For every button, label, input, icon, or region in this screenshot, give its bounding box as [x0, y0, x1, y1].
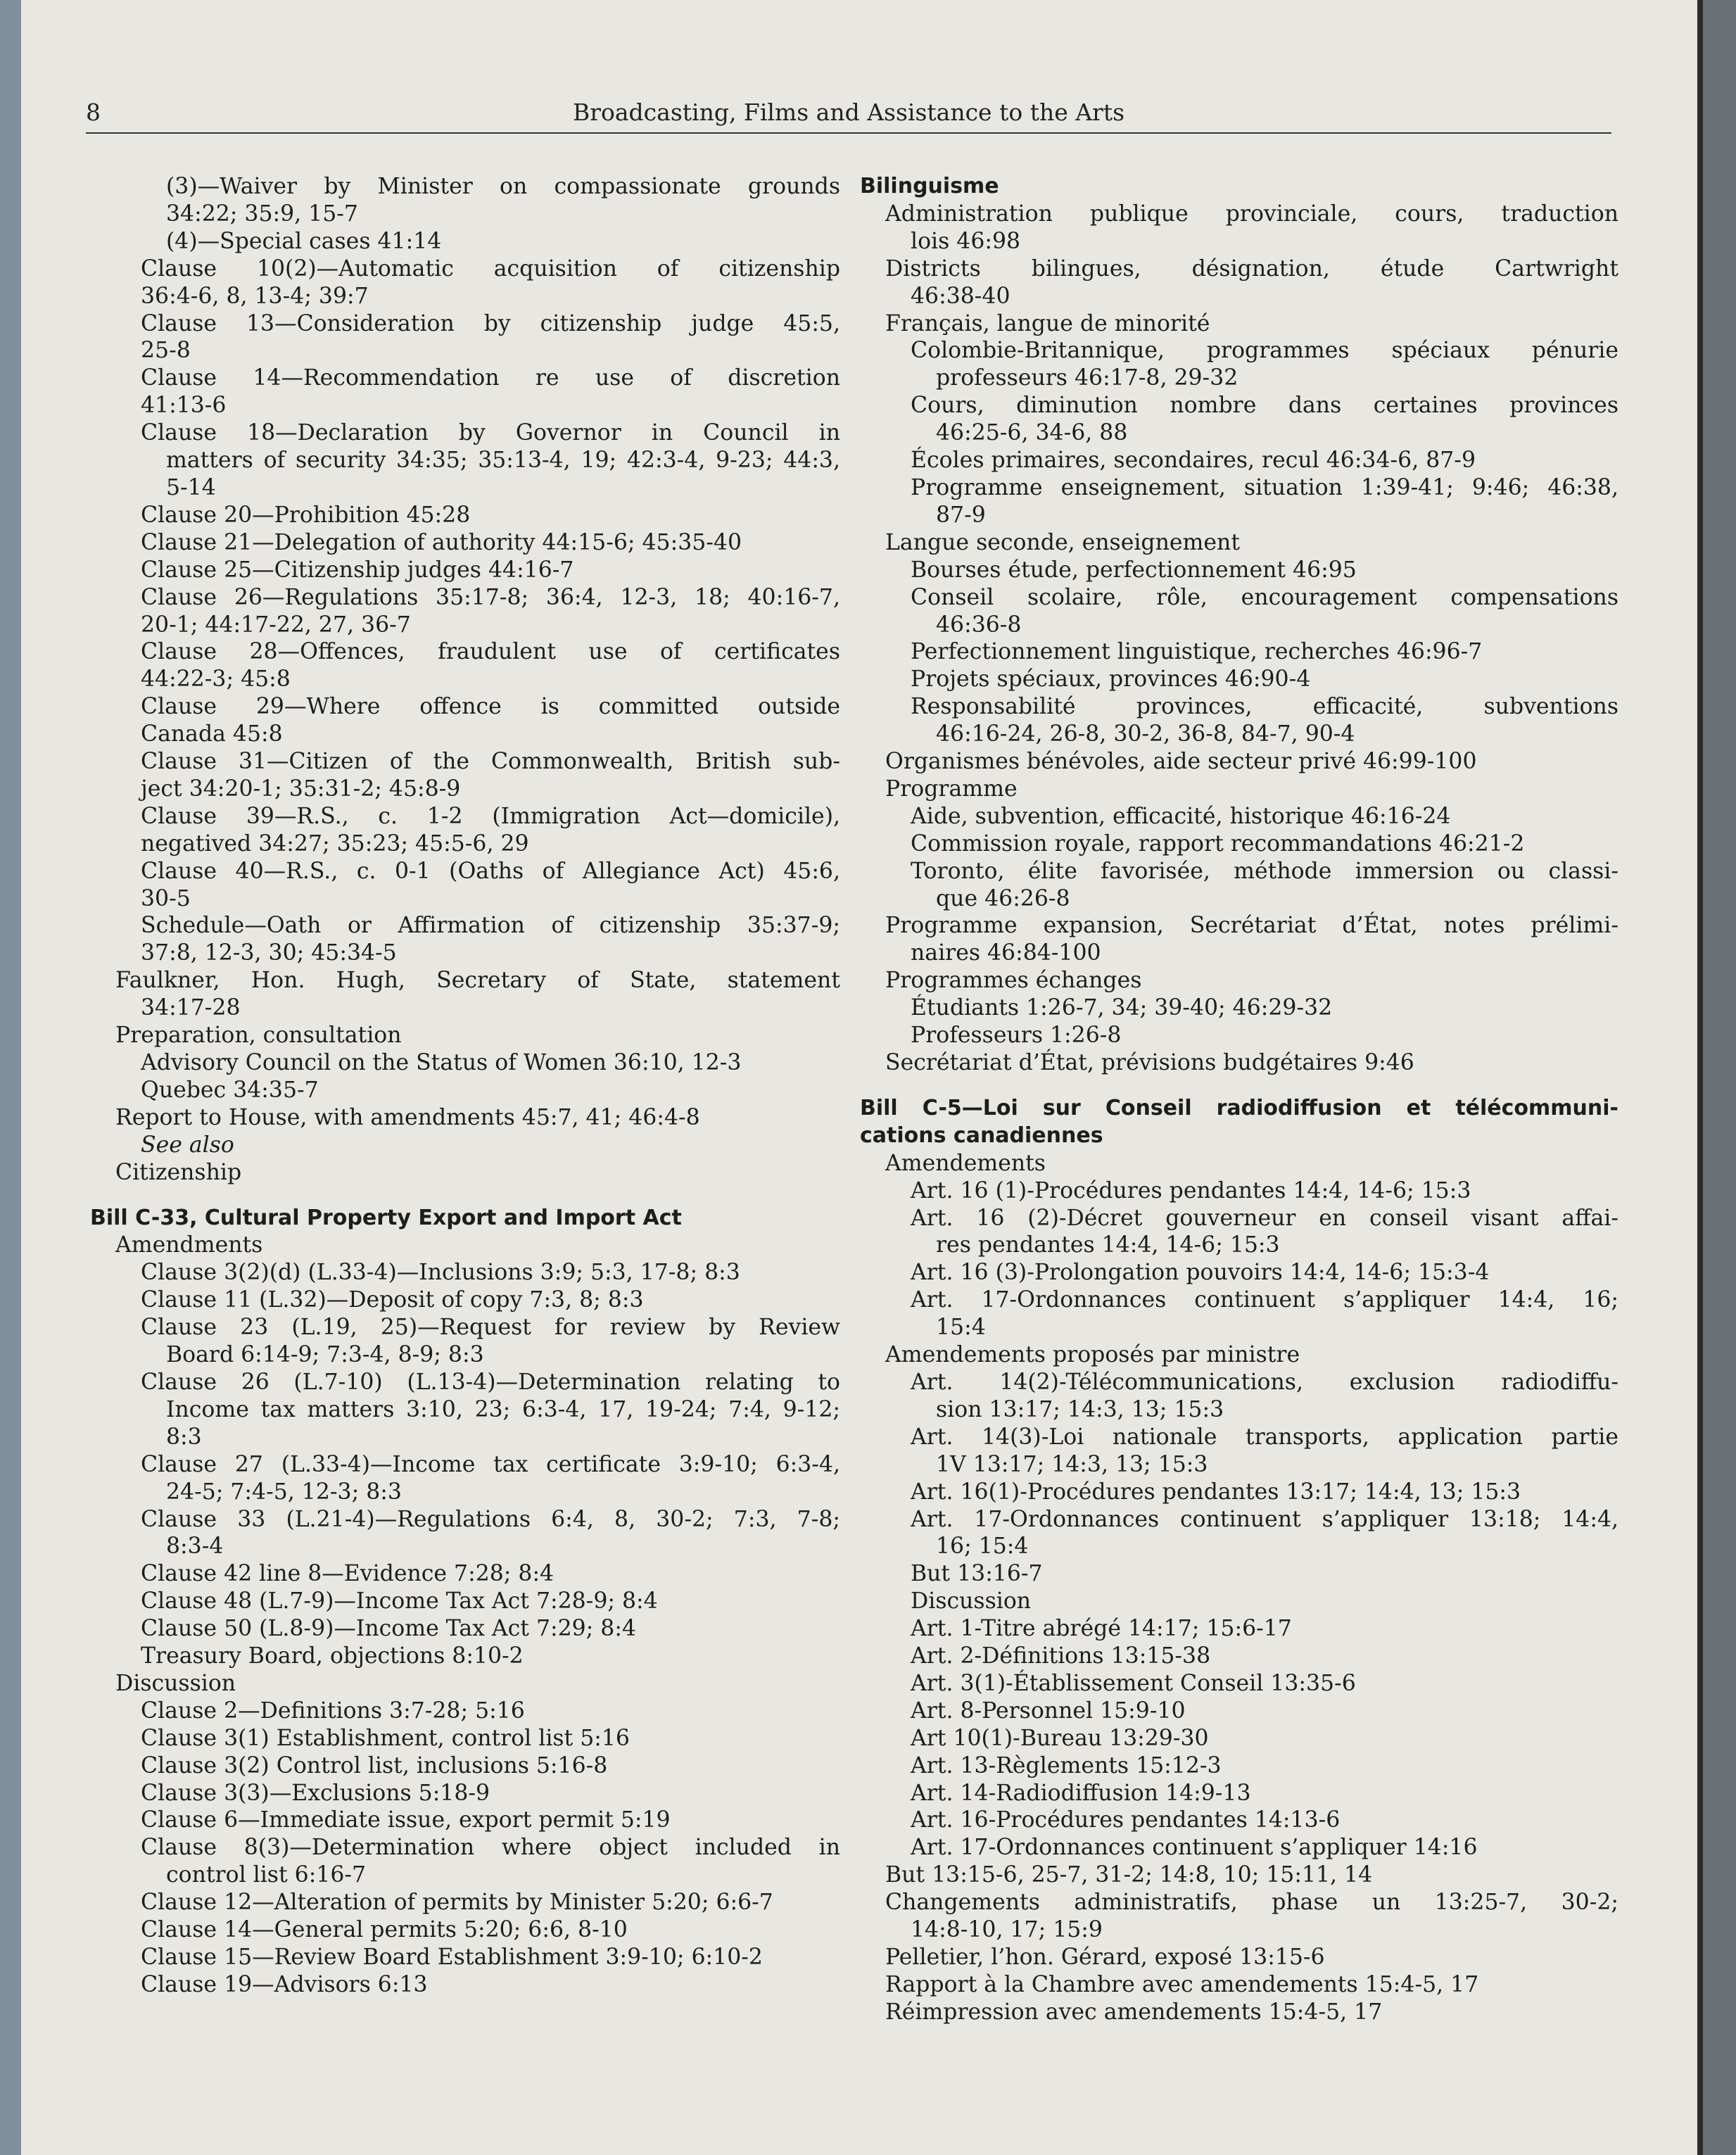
- index-entry: Programmes échanges: [885, 968, 1142, 994]
- index-entry: Responsabilité provinces, efficacité, subventions: [911, 694, 1618, 720]
- index-entry: 46:36-8: [936, 612, 1022, 638]
- index-entry: Art. 16-Procédures pendantes 14:13-6: [911, 1807, 1341, 1833]
- index-heading: Bill C-5—Loi sur Conseil radiodiffusion et télécommuni-: [860, 1095, 1618, 1120]
- index-entry: que 46:26-8: [936, 885, 1070, 911]
- index-entry: 34:22; 35:9, 15-7: [166, 201, 358, 227]
- index-entry: Clause 13—Consideration by citizenship judge 45:5,: [141, 310, 840, 336]
- index-entry: Clause 3(1) Establishment, control list 5:16: [141, 1725, 630, 1751]
- index-entry: Districts bilingues, désignation, étude Cartwright: [885, 255, 1618, 282]
- index-entry: Quebec 34:35-7: [141, 1077, 319, 1103]
- index-entry: Clause 21—Delegation of authority 44:15-6; 45:35-40: [141, 529, 742, 555]
- index-entry: Clause 27 (L.33-4)—Income tax certificate 3:9-10; 6:3-4,: [141, 1451, 840, 1477]
- index-entry: Canada 45:8: [141, 721, 283, 747]
- index-entry: Discussion: [115, 1670, 236, 1696]
- index-entry: Réimpression avec amendements 15:4-5, 17: [885, 1999, 1383, 2025]
- index-entry: 16; 15:4: [936, 1534, 1029, 1560]
- index-entry: Secrétariat d’État, prévisions budgétaires 9:46: [885, 1050, 1414, 1075]
- index-entry: Clause 8(3)—Determination where object included in: [141, 1835, 840, 1861]
- index-entry: 44:22-3; 45:8: [141, 666, 291, 693]
- index-entry: Clause 42 line 8—Evidence 7:28; 8:4: [141, 1561, 555, 1587]
- index-entry: Programme enseignement, situation 1:39-41; 9:46; 46:38,: [911, 474, 1618, 500]
- index-entry: 37:8, 12-3, 30; 45:34-5: [141, 940, 397, 966]
- index-entry: Clause 15—Review Board Establishment 3:9-10; 6:10-2: [141, 1945, 763, 1970]
- scan-edge-right: [1703, 0, 1736, 2155]
- index-entry: Pelletier, l’hon. Gérard, exposé 13:15-6: [885, 1945, 1325, 1970]
- index-entry: Toronto, élite favorisée, méthode immersion ou classi-: [911, 858, 1618, 884]
- index-entry: Clause 40—R.S., c. 0-1 (Oaths of Allegiance Act) 45:6,: [141, 858, 840, 884]
- index-entry: Conseil scolaire, rôle, encouragement compensations: [911, 584, 1618, 610]
- index-entry: 25-8: [141, 338, 191, 364]
- index-entry: ject 34:20-1; 35:31-2; 45:8-9: [141, 776, 461, 802]
- index-entry: Clause 33 (L.21-4)—Regulations 6:4, 8, 30-2; 7:3, 7-8;: [141, 1506, 840, 1532]
- index-entry: naires 46:84-100: [911, 940, 1101, 966]
- page-edge-shadow: [1697, 0, 1703, 2155]
- index-entry: Clause 50 (L.8-9)—Income Tax Act 7:29; 8:4: [141, 1616, 636, 1642]
- index-entry: Board 6:14-9; 7:3-4, 8-9; 8:3: [166, 1342, 484, 1368]
- index-entry: 1V 13:17; 14:3, 13; 15:3: [936, 1451, 1208, 1477]
- index-entry: Clause 3(2) Control list, inclusions 5:16-8: [141, 1752, 608, 1778]
- index-entry: 14:8-10, 17; 15:9: [911, 1917, 1103, 1943]
- index-entry: Amendements: [885, 1150, 1046, 1176]
- index-entry: 46:16-24, 26-8, 30-2, 36-8, 84-7, 90-4: [936, 721, 1355, 747]
- index-entry: Clause 2—Definitions 3:7-28; 5:16: [141, 1698, 525, 1724]
- index-entry: Clause 28—Offences, fraudulent use of certificates: [141, 639, 840, 665]
- index-entry: Art. 14-Radiodiffusion 14:9-13: [911, 1780, 1251, 1806]
- index-entry: Projets spéciaux, provinces 46:90-4: [911, 666, 1311, 693]
- index-heading: Bilinguisme: [860, 174, 999, 198]
- index-entry: control list 6:16-7: [166, 1862, 367, 1888]
- index-entry: Aide, subvention, efficacité, historique 46:16-24: [911, 803, 1451, 829]
- page-number: 8: [86, 99, 101, 126]
- index-entry: Clause 10(2)—Automatic acquisition of citizenship: [141, 255, 840, 282]
- index-entry: 87-9: [936, 502, 986, 528]
- page-header: [86, 99, 1611, 134]
- index-heading: Bill C-33, Cultural Property Export and Import Act: [90, 1205, 682, 1230]
- index-entry: Art. 17-Ordonnances continuent s’appliquer 14:4, 16;: [911, 1287, 1618, 1313]
- index-entry: Report to House, with amendments 45:7, 41; 46:4-8: [115, 1104, 700, 1130]
- index-entry: 34:17-28: [141, 995, 241, 1021]
- index-entry: Art. 8-Personnel 15:9-10: [911, 1698, 1186, 1724]
- index-entry: Clause 19—Advisors 6:13: [141, 1971, 428, 1997]
- index-column-right: [860, 173, 1618, 2026]
- index-entry: 30-5: [141, 885, 191, 911]
- index-entry: professeurs 46:17-8, 29-32: [936, 365, 1238, 391]
- running-title: Broadcasting, Films and Assistance to the Arts: [572, 99, 1125, 126]
- index-entry: Clause 3(3)—Exclusions 5:18-9: [141, 1780, 490, 1806]
- index-entry: Clause 14—Recommendation re use of discretion: [141, 365, 840, 391]
- index-entry: Art. 16 (1)-Procédures pendantes 14:4, 14-6; 15:3: [911, 1177, 1471, 1203]
- index-entry: But 13:16-7: [911, 1561, 1043, 1587]
- index-entry: Faulkner, Hon. Hugh, Secretary of State, statement: [115, 968, 840, 994]
- index-entry: Treasury Board, objections 8:10-2: [141, 1643, 524, 1669]
- index-entry: Programme: [885, 776, 1018, 802]
- index-entry: Étudiants 1:26-7, 34; 39-40; 46:29-32: [911, 995, 1333, 1021]
- index-entry: 46:38-40: [911, 283, 1010, 309]
- index-entry: Clause 20—Prohibition 45:28: [141, 502, 471, 528]
- index-entry: Perfectionnement linguistique, recherches 46:96-7: [911, 639, 1483, 665]
- index-entry: 41:13-6: [141, 393, 227, 419]
- index-entry: Art 10(1)-Bureau 13:29-30: [911, 1725, 1209, 1751]
- index-entry: Clause 26—Regulations 35:17-8; 36:4, 12-3, 18; 40:16-7,: [141, 584, 840, 610]
- index-entry: Preparation, consultation: [115, 1023, 402, 1049]
- index-entry: sion 13:17; 14:3, 13; 15:3: [936, 1396, 1224, 1422]
- index-entry: Français, langue de minorité: [885, 310, 1210, 336]
- index-entry: Organismes bénévoles, aide secteur privé 46:99-100: [885, 749, 1477, 775]
- index-entry: Clause 48 (L.7-9)—Income Tax Act 7:28-9; 8:4: [141, 1588, 658, 1614]
- index-entry: (3)—Waiver by Minister on compassionate grounds: [166, 174, 840, 199]
- index-entry: 8:3-4: [166, 1534, 224, 1560]
- index-entry: 36:4-6, 8, 13-4; 39:7: [141, 283, 369, 309]
- index-entry: Income tax matters 3:10, 23; 6:3-4, 17, 19-24; 7:4, 9-12;: [166, 1396, 840, 1422]
- index-entry: Clause 14—General permits 5:20; 6:6, 8-10: [141, 1917, 628, 1943]
- index-entry: Programme expansion, Secrétariat d’État, notes prélimi-: [885, 913, 1618, 939]
- index-entry: Rapport à la Chambre avec amendements 15:4-5, 17: [885, 1971, 1479, 1997]
- index-entry: Clause 3(2)(d) (L.33-4)—Inclusions 3:9; 5:3, 17-8; 8:3: [141, 1260, 740, 1286]
- index-entry: Advisory Council on the Status of Women 36:10, 12-3: [141, 1050, 742, 1075]
- index-entry: Art. 16(1)-Procédures pendantes 13:17; 14:4, 13; 15:3: [911, 1479, 1521, 1505]
- index-entry: res pendantes 14:4, 14-6; 15:3: [936, 1232, 1280, 1258]
- index-entry: Clause 6—Immediate issue, export permit 5:19: [141, 1807, 671, 1833]
- index-entry: Art. 16 (3)-Prolongation pouvoirs 14:4, 14-6; 15:3-4: [911, 1260, 1490, 1286]
- index-entry: See also: [141, 1132, 234, 1158]
- index-entry: Citizenship: [115, 1159, 242, 1185]
- index-entry: negatived 34:27; 35:23; 45:5-6, 29: [141, 830, 529, 857]
- index-entry: Commission royale, rapport recommandations 46:21-2: [911, 830, 1525, 857]
- index-entry: Clause 18—Declaration by Governor in Council in: [141, 420, 840, 446]
- scan-edge-left: [0, 0, 21, 2155]
- index-entry: Art. 17-Ordonnances continuent s’appliquer 13:18; 14:4,: [911, 1506, 1618, 1532]
- index-entry: Clause 25—Citizenship judges 44:16-7: [141, 557, 574, 583]
- index-entry: Professeurs 1:26-8: [911, 1023, 1122, 1049]
- index-entry: Clause 29—Where offence is committed outside: [141, 694, 840, 720]
- index-entry: Cours, diminution nombre dans certaines provinces: [911, 393, 1618, 419]
- index-entry: Art. 14(2)-Télécommunications, exclusion radiodiffu-: [911, 1369, 1618, 1395]
- index-entry: 20-1; 44:17-22, 27, 36-7: [141, 612, 411, 638]
- index-entry: Écoles primaires, secondaires, recul 46:34-6, 87-9: [911, 448, 1476, 474]
- index-entry: Clause 39—R.S., c. 1-2 (Immigration Act—domicile),: [141, 803, 840, 829]
- index-entry: Discussion: [911, 1588, 1032, 1614]
- index-entry: 24-5; 7:4-5, 12-3; 8:3: [166, 1479, 402, 1505]
- index-entry: Art. 13-Règlements 15:12-3: [911, 1752, 1222, 1778]
- index-entry: Changements administratifs, phase un 13:25-7, 30-2;: [885, 1890, 1618, 1916]
- index-entry: lois 46:98: [911, 228, 1021, 254]
- index-entry: Administration publique provinciale, cours, traduction: [885, 201, 1618, 227]
- index-entry: Art. 16 (2)-Décret gouverneur en conseil visant affai-: [911, 1205, 1618, 1231]
- index-entry: 46:25-6, 34-6, 88: [936, 420, 1128, 446]
- index-entry: Amendments: [115, 1232, 263, 1258]
- index-entry: Clause 12—Alteration of permits by Minister 5:20; 6:6-7: [141, 1890, 773, 1916]
- index-entry: matters of security 34:35; 35:13-4, 19; 42:3-4, 9-23; 44:3,: [166, 448, 840, 474]
- index-entry: Colombie-Britannique, programmes spéciaux pénurie: [911, 338, 1618, 364]
- index-column-left: [90, 173, 840, 1999]
- index-entry: Clause 23 (L.19, 25)—Request for review by Review: [141, 1315, 840, 1341]
- index-entry: Art. 3(1)-Établissement Conseil 13:35-6: [911, 1670, 1356, 1696]
- index-entry: Art. 14(3)-Loi nationale transports, application partie: [911, 1424, 1618, 1450]
- index-entry: Bourses étude, perfectionnement 46:95: [911, 557, 1357, 583]
- index-entry: 15:4: [936, 1315, 986, 1341]
- index-entry: Amendements proposés par ministre: [885, 1342, 1300, 1368]
- index-entry: But 13:15-6, 25-7, 31-2; 14:8, 10; 15:11, 14: [885, 1862, 1373, 1888]
- index-entry: 8:3: [166, 1424, 202, 1450]
- index-entry: 5-14: [166, 474, 216, 500]
- index-heading: cations canadiennes: [860, 1123, 1103, 1148]
- index-entry: Art. 1-Titre abrégé 14:17; 15:6-17: [911, 1616, 1292, 1642]
- index-entry: Clause 26 (L.7-10) (L.13-4)—Determination relating to: [141, 1369, 840, 1395]
- index-entry: Art. 2-Définitions 13:15-38: [911, 1643, 1211, 1669]
- index-entry: Clause 11 (L.32)—Deposit of copy 7:3, 8; 8:3: [141, 1287, 644, 1313]
- index-entry: Langue seconde, enseignement: [885, 529, 1240, 555]
- document-page: [21, 0, 1697, 2155]
- index-entry: (4)—Special cases 41:14: [166, 228, 442, 254]
- index-entry: Art. 17-Ordonnances continuent s’appliquer 14:16: [911, 1835, 1478, 1861]
- index-entry: Clause 31—Citizen of the Commonwealth, British sub-: [141, 749, 840, 775]
- index-entry: Schedule—Oath or Affirmation of citizenship 35:37-9;: [141, 913, 840, 939]
